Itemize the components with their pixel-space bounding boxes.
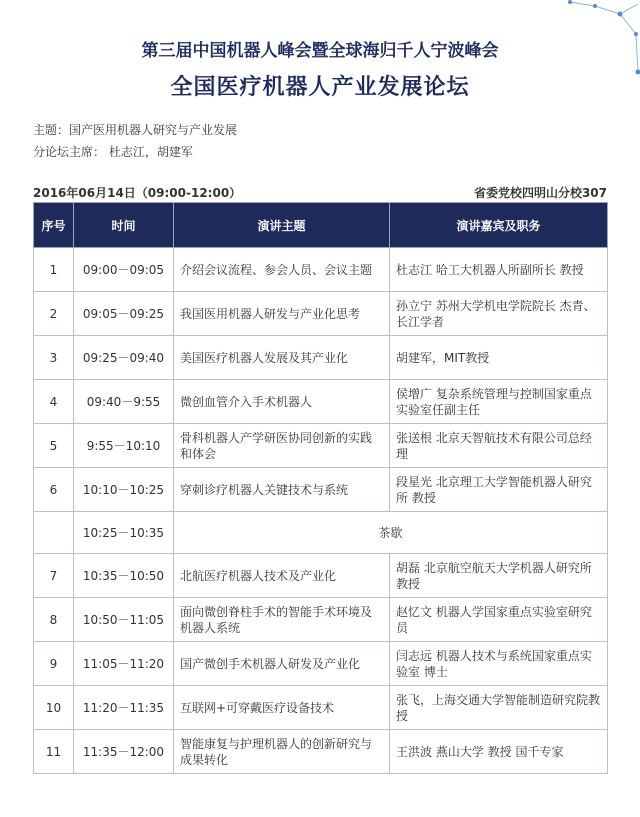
table-header-row [34, 203, 608, 248]
header-speaker: 演讲嘉宾及职务 [390, 203, 608, 248]
row-time: 09:00－09:05 [74, 248, 174, 292]
row-no: 9 [34, 642, 74, 686]
row-time: 11:20－11:35 [74, 686, 174, 730]
row-time: 10:10－10:25 [74, 468, 174, 512]
row-topic: 互联网+可穿戴医疗设备技术 [174, 686, 390, 730]
row-topic: 面向微创脊柱手术的智能手术环境及机器人系统 [174, 598, 390, 642]
schedule-venue: 省委党校四明山分校307 [473, 186, 607, 200]
row-topic: 骨科机器人产学研医协同创新的实践和体会 [174, 424, 390, 468]
row-time: 10:35－10:50 [74, 554, 174, 598]
row-no: 11 [34, 730, 74, 774]
table-row [34, 424, 608, 468]
row-speaker: 杜志江 哈工大机器人所副所长 教授 [390, 248, 608, 292]
row-speaker: 胡磊 北京航空航天大学机器人研究所 教授 [390, 554, 608, 598]
table-row [34, 554, 608, 598]
row-no: 6 [34, 468, 74, 512]
row-no: 1 [34, 248, 74, 292]
header-topic: 演讲主题 [174, 203, 390, 248]
row-time: 09:40－9:55 [74, 380, 174, 424]
row-topic: 介绍会议流程、参会人员、会议主题 [174, 248, 390, 292]
table-row [34, 336, 608, 380]
row-speaker: 张飞，上海交通大学智能制造研究院教授 [390, 686, 608, 730]
row-no: 3 [34, 336, 74, 380]
table-row [34, 642, 608, 686]
row-time: 09:05－09:25 [74, 292, 174, 336]
row-time: 11:35－12:00 [74, 730, 174, 774]
row-time: 9:55－10:10 [74, 424, 174, 468]
table-row [34, 730, 608, 774]
row-no: 2 [34, 292, 74, 336]
row-speaker: 赵忆文 机器人学国家重点实验室研究员 [390, 598, 608, 642]
schedule-table [33, 202, 608, 774]
row-speaker: 胡建军，MIT教授 [390, 336, 608, 380]
row-topic: 微创血管介入手术机器人 [174, 380, 390, 424]
row-no: 8 [34, 598, 74, 642]
row-time: 09:25－09:40 [74, 336, 174, 380]
header-no: 序号 [34, 203, 74, 248]
row-time: 10:50－11:05 [74, 598, 174, 642]
row-topic: 北航医疗机器人技术及产业化 [174, 554, 390, 598]
forum-title-line2: 全国医疗机器人产业发展论坛 [170, 75, 470, 100]
tea-break-label: 茶歇 [174, 512, 608, 554]
row-no: 4 [34, 380, 74, 424]
row-speaker: 段星光 北京理工大学智能机器人研究所 教授 [390, 468, 608, 512]
row-topic: 国产微创手术机器人研发及产业化 [174, 642, 390, 686]
table-row [34, 598, 608, 642]
table-row [34, 380, 608, 424]
table-row [34, 686, 608, 730]
header-time: 时间 [74, 203, 174, 248]
row-no: 5 [34, 424, 74, 468]
schedule-date: 2016年06月14日（09:00-12:00） [33, 186, 242, 200]
row-topic: 穿刺诊疗机器人关键技术与系统 [174, 468, 390, 512]
row-speaker: 侯增广 复杂系统管理与控制国家重点实验室任副主任 [390, 380, 608, 424]
forum-chairs: 分论坛主席： 杜志江，胡建军 [33, 145, 193, 159]
row-time: 10:25－10:35 [74, 512, 174, 554]
forum-title-line1: 第三届中国机器人峰会暨全球海归千人宁波峰会 [141, 41, 499, 61]
row-speaker: 王洪波 燕山大学 教授 国千专家 [390, 730, 608, 774]
row-no: 7 [34, 554, 74, 598]
schedule-dateline [33, 184, 607, 201]
row-time: 11:05－11:20 [74, 642, 174, 686]
row-speaker: 张送根 北京天智航技术有限公司总经理 [390, 424, 608, 468]
table-row [34, 292, 608, 336]
table-row [34, 248, 608, 292]
row-speaker: 闫志远 机器人技术与系统国家重点实验室 博士 [390, 642, 608, 686]
row-topic: 我国医用机器人研发与产业化思考 [174, 292, 390, 336]
table-row-break [34, 512, 608, 554]
row-topic: 美国医疗机器人发展及其产业化 [174, 336, 390, 380]
table-row [34, 468, 608, 512]
forum-theme: 主题：国产医用机器人研究与产业发展 [33, 123, 238, 137]
row-no [34, 512, 74, 554]
row-speaker: 孙立宁 苏州大学机电学院院长 杰青、长江学者 [390, 292, 608, 336]
row-no: 10 [34, 686, 74, 730]
row-topic: 智能康复与护理机器人的创新研究与成果转化 [174, 730, 390, 774]
